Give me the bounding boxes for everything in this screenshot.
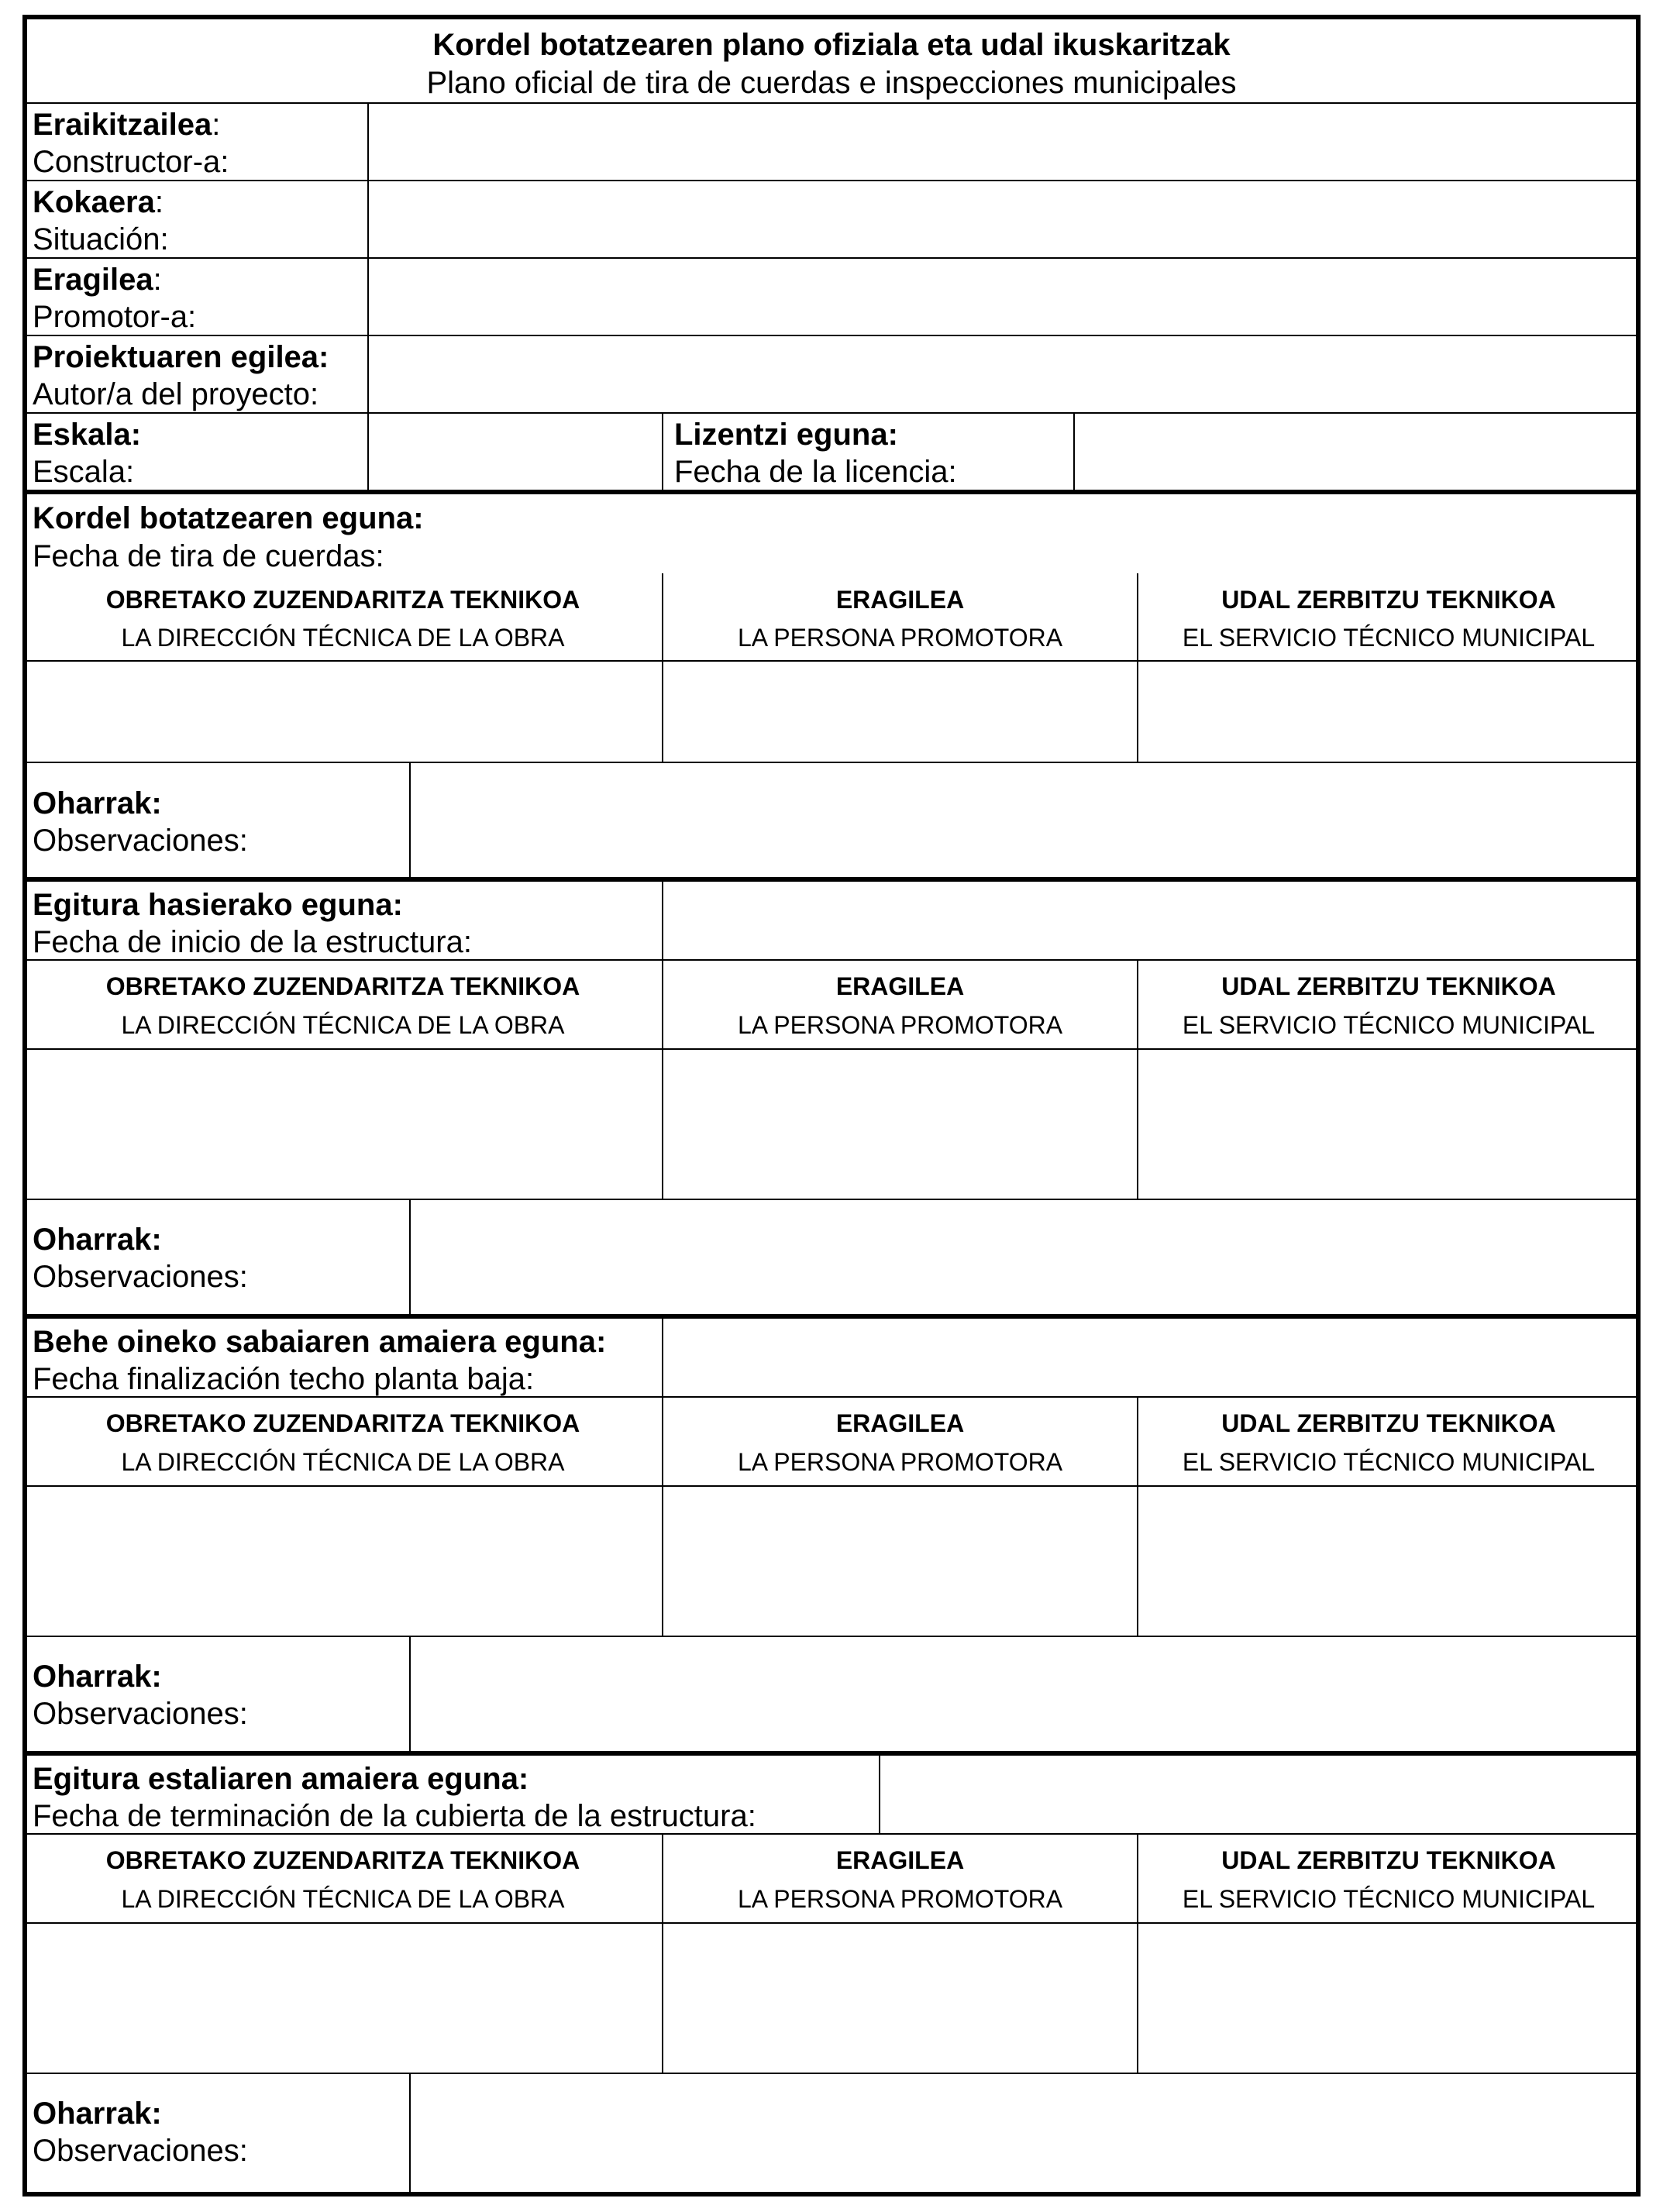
technical-direction-header-es: LA DIRECCIÓN TÉCNICA DE LA OBRA: [121, 1011, 565, 1039]
municipal-service-header-es: EL SERVICIO TÉCNICO MUNICIPAL: [1182, 624, 1596, 652]
notes-label-es: Observaciones:: [33, 1697, 248, 1731]
technical-direction-signature[interactable]: [31, 1929, 651, 2065]
section-divider: [24, 877, 1639, 882]
municipal-service-signature[interactable]: [1147, 1929, 1627, 2065]
promoter-signature[interactable]: [670, 1929, 1128, 2065]
notes-label-es: Observaciones:: [33, 1260, 248, 1294]
constructor-label-es: Constructor-a:: [33, 145, 229, 179]
promoter-header-es: LA PERSONA PROMOTORA: [737, 624, 1063, 652]
divider: [24, 1199, 1639, 1200]
license-date-label-es: Fecha de la licencia:: [674, 455, 957, 489]
section-divider: [24, 490, 1639, 494]
divider: [24, 660, 1639, 662]
divider: [409, 1637, 411, 1751]
promoter-signature[interactable]: [670, 1492, 1128, 1628]
promoter-header: ERAGILEA: [835, 1409, 965, 1437]
technical-direction-signature[interactable]: [31, 1492, 651, 1628]
section-divider: [24, 1751, 1639, 1756]
divider: [24, 1048, 1639, 1050]
technical-direction-header-es: LA DIRECCIÓN TÉCNICA DE LA OBRA: [121, 624, 565, 652]
promoter-label: Eragilea:: [33, 263, 162, 297]
structure-start-date-label: Egitura hasierako eguna:: [33, 888, 403, 922]
divider: [24, 959, 1639, 961]
municipal-service-signature[interactable]: [1147, 1492, 1627, 1628]
municipal-service-header: UDAL ZERBITZU TEKNIKOA: [1221, 586, 1556, 614]
notes-label-es: Observaciones:: [33, 824, 248, 858]
divider: [1073, 413, 1075, 490]
divider: [409, 1200, 411, 1314]
scale-label-es: Escala:: [33, 455, 135, 489]
notes-label: Oharrak:: [33, 2097, 162, 2131]
divider: [24, 412, 1639, 414]
technical-direction-signature[interactable]: [31, 666, 651, 755]
location-label-es: Situación:: [33, 222, 169, 256]
divider: [24, 335, 1639, 336]
divider: [409, 2074, 411, 2192]
promoter-header-es: LA PERSONA PROMOTORA: [737, 1885, 1063, 1913]
municipal-service-signature[interactable]: [1147, 1055, 1627, 1191]
divider: [24, 1922, 1639, 1924]
municipal-service-header-es: EL SERVICIO TÉCNICO MUNICIPAL: [1182, 1011, 1596, 1039]
municipal-service-header-es: EL SERVICIO TÉCNICO MUNICIPAL: [1182, 1448, 1596, 1476]
ground-floor-ceiling-date-label-es: Fecha finalización techo planta baja:: [33, 1362, 535, 1396]
roof-completion-date-label: Egitura estaliaren amaiera eguna:: [33, 1762, 529, 1796]
promoter-signature[interactable]: [670, 1055, 1128, 1191]
municipal-service-header-es: EL SERVICIO TÉCNICO MUNICIPAL: [1182, 1885, 1596, 1913]
divider: [24, 1636, 1639, 1637]
notes-label: Oharrak:: [33, 786, 162, 820]
stringing-date-label-es: Fecha de tira de cuerdas:: [33, 539, 384, 573]
project-author-label-es: Autor/a del proyecto:: [33, 377, 319, 411]
divider: [24, 180, 1639, 181]
divider: [662, 413, 663, 490]
divider: [24, 1833, 1639, 1835]
structure-start-date-label-es: Fecha de inicio de la estructura:: [33, 925, 472, 959]
constructor-label: Eraikitzailea:: [33, 108, 221, 142]
technical-direction-header-es: LA DIRECCIÓN TÉCNICA DE LA OBRA: [121, 1448, 565, 1476]
divider: [662, 1319, 663, 1636]
technical-direction-header: OBRETAKO ZUZENDARITZA TEKNIKOA: [105, 972, 580, 1000]
promoter-label-es: Promotor-a:: [33, 300, 197, 334]
promoter-header: ERAGILEA: [835, 972, 965, 1000]
project-author-label: Proiektuaren egilea:: [33, 340, 329, 374]
notes-label: Oharrak:: [33, 1223, 162, 1257]
divider: [409, 763, 411, 877]
technical-direction-header-es: LA DIRECCIÓN TÉCNICA DE LA OBRA: [121, 1885, 565, 1913]
notes-label: Oharrak:: [33, 1660, 162, 1694]
divider: [662, 882, 663, 1199]
municipal-service-header: UDAL ZERBITZU TEKNIKOA: [1221, 972, 1556, 1000]
ground-floor-ceiling-date-label: Behe oineko sabaiaren amaiera eguna:: [33, 1325, 607, 1359]
section-divider: [24, 1314, 1639, 1319]
technical-direction-signature[interactable]: [31, 1055, 651, 1191]
divider: [24, 102, 1639, 104]
form-title: Kordel botatzearen plano ofiziala eta udal ikuskaritzak: [432, 28, 1231, 62]
label-column-divider: [367, 103, 369, 490]
roof-completion-date-label-es: Fecha de terminación de la cubierta de la estructura:: [33, 1799, 756, 1833]
technical-direction-header: OBRETAKO ZUZENDARITZA TEKNIKOA: [105, 1846, 580, 1874]
divider: [24, 1396, 1639, 1398]
scale-label: Eskala:: [33, 418, 142, 452]
divider: [24, 762, 1639, 763]
technical-direction-header: OBRETAKO ZUZENDARITZA TEKNIKOA: [105, 1409, 580, 1437]
promoter-header-es: LA PERSONA PROMOTORA: [737, 1448, 1063, 1476]
license-date-label: Lizentzi eguna:: [674, 418, 898, 452]
promoter-header: ERAGILEA: [835, 1846, 965, 1874]
promoter-header: ERAGILEA: [835, 586, 965, 614]
stringing-date-label: Kordel botatzearen eguna:: [33, 501, 424, 535]
promoter-signature[interactable]: [670, 666, 1128, 755]
divider: [24, 1485, 1639, 1487]
form-subtitle: Plano oficial de tira de cuerdas e inspecciones municipales: [426, 66, 1237, 100]
divider: [24, 257, 1639, 259]
notes-label-es: Observaciones:: [33, 2134, 248, 2168]
divider: [879, 1756, 880, 1833]
technical-direction-header: OBRETAKO ZUZENDARITZA TEKNIKOA: [105, 586, 580, 614]
municipal-service-header: UDAL ZERBITZU TEKNIKOA: [1221, 1409, 1556, 1437]
municipal-service-signature[interactable]: [1147, 666, 1627, 755]
municipal-service-header: UDAL ZERBITZU TEKNIKOA: [1221, 1846, 1556, 1874]
promoter-header-es: LA PERSONA PROMOTORA: [737, 1011, 1063, 1039]
location-label: Kokaera:: [33, 185, 164, 219]
divider: [24, 2073, 1639, 2074]
